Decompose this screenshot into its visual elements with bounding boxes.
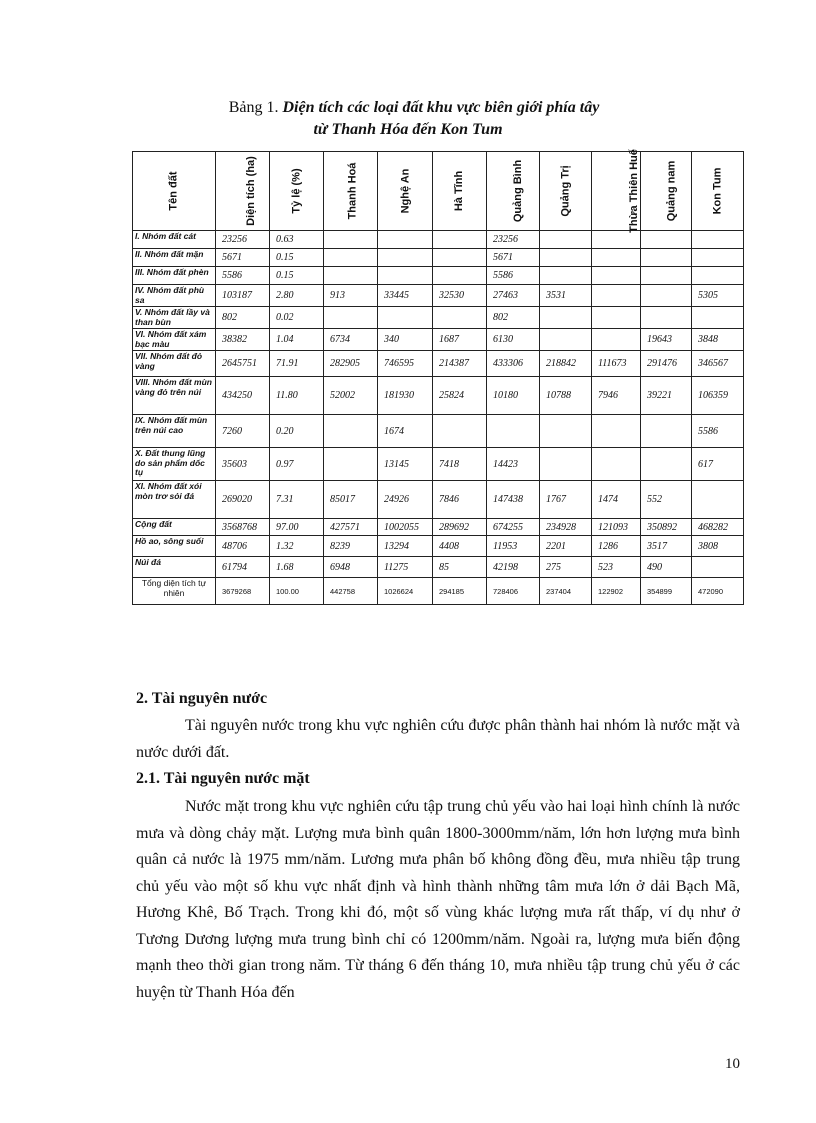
table-cell: 468282 (692, 519, 744, 536)
table-cell (433, 267, 487, 285)
table-caption-line-2 (0, 121, 816, 139)
column-header (487, 152, 540, 231)
row-label: Núi đá (133, 557, 216, 578)
row-label: I. Nhóm đất cát (133, 231, 216, 249)
table-cell: 24926 (378, 481, 433, 519)
table-cell: 218842 (540, 351, 592, 377)
table-cell (433, 307, 487, 329)
table-cell: 122902 (592, 578, 641, 605)
table-row (133, 578, 744, 605)
table-header-row (133, 152, 744, 231)
table-cell (592, 307, 641, 329)
table-cell: 0.20 (270, 415, 324, 448)
table-body (133, 231, 744, 605)
table-row (133, 307, 744, 329)
table-cell: 147438 (487, 481, 540, 519)
table-cell: 23256 (216, 231, 270, 249)
table-row (133, 519, 744, 536)
table-cell: 1474 (592, 481, 641, 519)
table-cell (324, 448, 378, 481)
table-cell: 234928 (540, 519, 592, 536)
table-cell: 472090 (692, 578, 744, 605)
table-cell: 7846 (433, 481, 487, 519)
table-cell: 32530 (433, 285, 487, 307)
table-row (133, 231, 744, 249)
table-cell: 23256 (487, 231, 540, 249)
column-header-label: Kon Tum (711, 167, 724, 215)
table-cell: 106359 (692, 377, 744, 415)
table-cell (324, 231, 378, 249)
table-cell: 13294 (378, 536, 433, 557)
table-cell: 674255 (487, 519, 540, 536)
table-cell: 2645751 (216, 351, 270, 377)
table-cell: 802 (216, 307, 270, 329)
table-cell (641, 307, 692, 329)
table-cell: 354899 (641, 578, 692, 605)
table-cell: 442758 (324, 578, 378, 605)
column-header-label: Quảng Bình (512, 159, 525, 223)
table-cell (540, 448, 592, 481)
table-cell: 3848 (692, 329, 744, 351)
table-cell (433, 231, 487, 249)
table-cell: 2201 (540, 536, 592, 557)
table-cell: 617 (692, 448, 744, 481)
column-header (378, 152, 433, 231)
row-label: VIII. Nhóm đất mùn vàng đỏ trên núi (133, 377, 216, 415)
table-cell: 85017 (324, 481, 378, 519)
table-caption-prefix: Bảng 1. (228, 99, 279, 116)
table-row (133, 249, 744, 267)
row-label: VII. Nhóm đất đỏ vàng (133, 351, 216, 377)
table-cell: 350892 (641, 519, 692, 536)
table-cell: 33445 (378, 285, 433, 307)
table-cell (487, 415, 540, 448)
table-cell (433, 249, 487, 267)
table-cell: 6948 (324, 557, 378, 578)
section-2-1-paragraph: Nước mặt trong khu vực nghiên cứu tập trung chủ yếu vào hai loại hình chính là nước mưa và dòng chảy mặt. Lượng mưa bình quân 1800-3000mm/năm, lớn hơn lượng mưa bình quân cả nước là 1975 mm/năm. Lương mưa phân bố không đồng đều, mưa nhiều tập trung chủ yếu vào một số khu vực nhất định và hình thành những tâm mưa lớn ở dải Bạch Mã, Hương Khê, Bố Trạch. Trong khi đó, một số vùng khác lượng mưa rất thấp, ví dụ như ở Tương Dương lượng mưa trung bình chỉ có 1200mm/năm. Ngoài ra, lượng mưa biến động mạnh theo thời gian trong năm. Từ tháng 6 đến tháng 10, mưa nhiều tập trung chủ yếu ở các huyện từ Thanh Hóa đến (136, 798, 740, 1001)
column-header-label: Thanh Hoá (346, 162, 359, 220)
row-label: III. Nhóm đất phèn (133, 267, 216, 285)
table-cell: 3568768 (216, 519, 270, 536)
table-cell: 282905 (324, 351, 378, 377)
table-cell: 0.97 (270, 448, 324, 481)
column-header (433, 152, 487, 231)
table-cell: 111673 (592, 351, 641, 377)
table-cell: 10180 (487, 377, 540, 415)
table-cell: 5305 (692, 285, 744, 307)
table-cell: 10788 (540, 377, 592, 415)
table-cell: 237404 (540, 578, 592, 605)
table-cell: 1687 (433, 329, 487, 351)
table-cell: 13145 (378, 448, 433, 481)
table-cell (641, 448, 692, 481)
table-cell (592, 448, 641, 481)
table-cell: 52002 (324, 377, 378, 415)
table-cell: 8239 (324, 536, 378, 557)
table-cell (641, 267, 692, 285)
table-row (133, 557, 744, 578)
table-cell: 7946 (592, 377, 641, 415)
table-cell (378, 231, 433, 249)
land-area-table (132, 151, 744, 605)
table-row (133, 351, 744, 377)
table-cell (540, 231, 592, 249)
table-cell: 11953 (487, 536, 540, 557)
table-caption-title-continued: từ Thanh Hóa đến Kon Tum (313, 121, 503, 138)
row-label: V. Nhóm đất lầy và than bùn (133, 307, 216, 329)
column-header (324, 152, 378, 231)
table-cell: 289692 (433, 519, 487, 536)
table-cell: 71.91 (270, 351, 324, 377)
table-cell (540, 329, 592, 351)
table-cell: 5671 (216, 249, 270, 267)
table-cell: 728406 (487, 578, 540, 605)
column-header-label: Tên đất (168, 171, 180, 211)
table-cell: 1286 (592, 536, 641, 557)
page-number: 10 (725, 1056, 740, 1072)
table-cell: 42198 (487, 557, 540, 578)
table-cell: 5586 (216, 267, 270, 285)
table-cell (378, 307, 433, 329)
table-cell (378, 267, 433, 285)
row-label: II. Nhóm đất mặn (133, 249, 216, 267)
table-cell (433, 415, 487, 448)
table-row (133, 285, 744, 307)
table-caption-title: Diện tích các loại đất khu vực biên giới phía tây (282, 99, 600, 116)
table-cell: 25824 (433, 377, 487, 415)
table-cell: 103187 (216, 285, 270, 307)
column-header (540, 152, 592, 231)
row-label: VI. Nhóm đất xám bạc màu (133, 329, 216, 351)
table-cell (641, 249, 692, 267)
table-cell: 11.80 (270, 377, 324, 415)
table-cell (692, 557, 744, 578)
table-cell: 1.32 (270, 536, 324, 557)
table-cell: 6130 (487, 329, 540, 351)
table-cell: 1.04 (270, 329, 324, 351)
table-cell: 2.80 (270, 285, 324, 307)
table-cell: 3517 (641, 536, 692, 557)
table-cell: 1026624 (378, 578, 433, 605)
table-cell: 269020 (216, 481, 270, 519)
table-cell: 1.68 (270, 557, 324, 578)
table-cell (592, 415, 641, 448)
table-cell (592, 329, 641, 351)
section-2-paragraph: Tài nguyên nước trong khu vực nghiên cứu được phân thành hai nhóm là nước mặt và nước dưới đất. (136, 717, 740, 761)
table-cell (592, 285, 641, 307)
table-cell (692, 231, 744, 249)
table-cell (592, 231, 641, 249)
table-cell: 4408 (433, 536, 487, 557)
table-cell: 490 (641, 557, 692, 578)
table-row (133, 329, 744, 351)
row-label: IV. Nhóm đất phù sa (133, 285, 216, 307)
table-cell: 746595 (378, 351, 433, 377)
table-cell: 0.02 (270, 307, 324, 329)
table-cell: 85 (433, 557, 487, 578)
table-row (133, 415, 744, 448)
table-cell: 0.15 (270, 267, 324, 285)
table-cell (692, 481, 744, 519)
table-cell: 6734 (324, 329, 378, 351)
column-header (133, 152, 216, 231)
row-label: IX. Nhóm đất mùn trên núi cao (133, 415, 216, 448)
column-header-label: Nghệ An (399, 168, 411, 214)
table-cell (540, 267, 592, 285)
column-header-label: Diện tích (ha) (244, 156, 257, 226)
table-cell: 48706 (216, 536, 270, 557)
table-cell: 427571 (324, 519, 378, 536)
table-cell: 39221 (641, 377, 692, 415)
table-cell: 913 (324, 285, 378, 307)
table-cell (641, 285, 692, 307)
table-cell (641, 415, 692, 448)
table-cell: 11275 (378, 557, 433, 578)
table-cell (324, 415, 378, 448)
table-cell: 1767 (540, 481, 592, 519)
table-cell (540, 415, 592, 448)
table-cell (592, 249, 641, 267)
column-header-label: Quảng Trị (559, 165, 572, 217)
table-cell: 121093 (592, 519, 641, 536)
table-row (133, 377, 744, 415)
table-cell: 346567 (692, 351, 744, 377)
table-cell (592, 267, 641, 285)
table-row (133, 448, 744, 481)
column-header (592, 149, 641, 233)
table-cell: 14423 (487, 448, 540, 481)
table-cell (540, 307, 592, 329)
table-cell: 5586 (487, 267, 540, 285)
table-caption-line-1 (0, 99, 816, 117)
table-cell (692, 267, 744, 285)
table-cell: 3531 (540, 285, 592, 307)
table-cell: 181930 (378, 377, 433, 415)
table-cell (692, 249, 744, 267)
table-cell: 0.15 (270, 249, 324, 267)
table-row (133, 481, 744, 519)
table-row (133, 267, 744, 285)
column-header-label: Quảng nam (665, 160, 678, 222)
table-cell: 3679268 (216, 578, 270, 605)
section-2-1-heading: 2.1. Tài nguyên nước mặt (136, 770, 310, 787)
table-cell: 61794 (216, 557, 270, 578)
table-cell: 7260 (216, 415, 270, 448)
table-cell (324, 267, 378, 285)
table-cell: 100.00 (270, 578, 324, 605)
table-cell: 1002055 (378, 519, 433, 536)
table-cell: 433306 (487, 351, 540, 377)
table-cell: 3808 (692, 536, 744, 557)
column-header (641, 152, 692, 231)
table-cell: 7418 (433, 448, 487, 481)
row-label: Tổng diện tích tự nhiên (133, 578, 216, 605)
table-cell (641, 231, 692, 249)
table-cell: 0.63 (270, 231, 324, 249)
table-cell: 523 (592, 557, 641, 578)
table-cell: 214387 (433, 351, 487, 377)
table-cell: 27463 (487, 285, 540, 307)
column-header (216, 152, 270, 231)
table-cell (692, 307, 744, 329)
row-label: Hồ ao, sông suối (133, 536, 216, 557)
table-cell (378, 249, 433, 267)
table-cell: 97.00 (270, 519, 324, 536)
table-cell: 35603 (216, 448, 270, 481)
table-cell: 5671 (487, 249, 540, 267)
table-cell: 275 (540, 557, 592, 578)
table-cell (324, 307, 378, 329)
table-cell: 1674 (378, 415, 433, 448)
row-label: Cộng đất (133, 519, 216, 536)
table-cell: 38382 (216, 329, 270, 351)
table-cell: 802 (487, 307, 540, 329)
table-cell (540, 249, 592, 267)
column-header-label: Thừa Thiên Huế (627, 149, 640, 233)
table-cell: 5586 (692, 415, 744, 448)
section-2-heading: 2. Tài nguyên nước (136, 690, 268, 707)
table-cell: 294185 (433, 578, 487, 605)
column-header (692, 152, 744, 231)
table-cell: 552 (641, 481, 692, 519)
table-cell: 19643 (641, 329, 692, 351)
column-header-label: Tỷ lệ (%) (290, 168, 303, 214)
row-label: XI. Nhóm đất xói mòn trơ sỏi đá (133, 481, 216, 519)
row-label: X. Đất thung lũng do sản phẩm dốc tụ (133, 448, 216, 481)
table-cell (324, 249, 378, 267)
column-header (270, 152, 324, 231)
table-cell: 434250 (216, 377, 270, 415)
column-header-label: Hà Tĩnh (453, 170, 466, 212)
table-cell: 7.31 (270, 481, 324, 519)
table-row (133, 536, 744, 557)
table-cell: 291476 (641, 351, 692, 377)
table-cell: 340 (378, 329, 433, 351)
